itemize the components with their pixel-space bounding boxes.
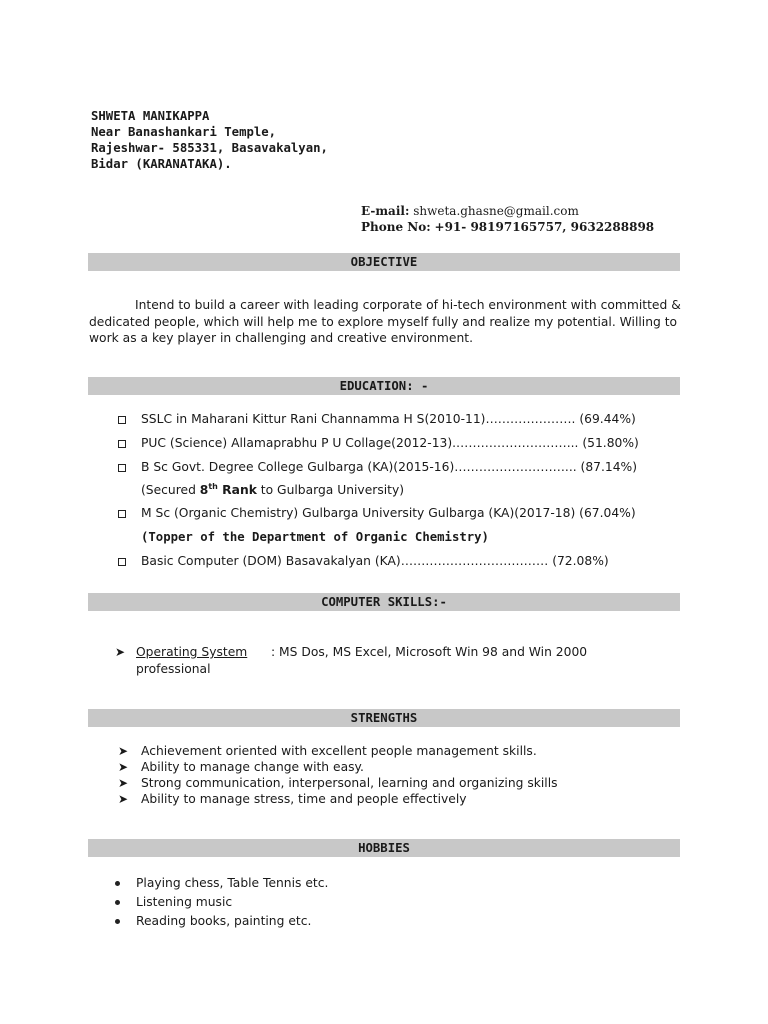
address-line-2: Rajeshwar- 585331, Basavakalyan, bbox=[91, 141, 328, 155]
phone-row bbox=[361, 219, 654, 235]
education-item: Basic Computer (DOM) Basavakalyan (KA)……………………………… (72.08%) bbox=[141, 554, 609, 568]
computer-skills-heading: COMPUTER SKILLS:- bbox=[88, 593, 680, 611]
arrow-bullet-icon: ➤ bbox=[118, 760, 129, 774]
candidate-name: SHWETA MANIKAPPA bbox=[91, 109, 210, 123]
arrow-bullet-icon: ➤ bbox=[118, 792, 129, 806]
contact-block bbox=[361, 203, 654, 235]
square-bullet-icon bbox=[118, 464, 126, 472]
strength-item: Achievement oriented with excellent people management skills. bbox=[141, 744, 537, 758]
round-bullet-icon bbox=[115, 919, 120, 924]
arrow-bullet-icon: ➤ bbox=[118, 776, 129, 790]
strengths-heading: STRENGTHS bbox=[88, 709, 680, 727]
strength-item: Strong communication, interpersonal, learning and organizing skills bbox=[141, 776, 558, 790]
education-item: B Sc Govt. Degree College Gulbarga (KA)(2015-16)………………………... (87.14%) bbox=[141, 460, 638, 474]
objective-paragraph bbox=[89, 297, 684, 347]
skill-label: Operating System bbox=[136, 645, 248, 659]
topper-note: (Topper of the Department of Organic Chemistry) bbox=[141, 530, 489, 544]
hobbies-heading: HOBBIES bbox=[88, 839, 680, 857]
hobby-item: Reading books, painting etc. bbox=[136, 914, 312, 928]
phone-label: Phone No: bbox=[361, 220, 431, 234]
square-bullet-icon bbox=[118, 440, 126, 448]
address-line-1: Near Banashankari Temple, bbox=[91, 125, 277, 139]
arrow-bullet-icon: ➤ bbox=[118, 744, 129, 758]
hobby-item: Playing chess, Table Tennis etc. bbox=[136, 876, 329, 890]
strength-item: Ability to manage change with easy. bbox=[141, 760, 364, 774]
hobby-item: Listening music bbox=[136, 895, 233, 909]
email-value[interactable]: shweta.ghasne@gmail.com bbox=[413, 204, 579, 218]
rank-note: (Secured 8th Rank to Gulbarga University) bbox=[141, 481, 405, 497]
address-line-3: Bidar (KARANATAKA). bbox=[91, 157, 232, 171]
objective-heading: OBJECTIVE bbox=[88, 253, 680, 271]
round-bullet-icon bbox=[115, 881, 120, 886]
address-block bbox=[91, 108, 328, 172]
email-label: E-mail: bbox=[361, 204, 410, 218]
square-bullet-icon bbox=[118, 510, 126, 518]
phone-value: +91- 98197165757, 9632288898 bbox=[434, 220, 655, 234]
round-bullet-icon bbox=[115, 900, 120, 905]
education-item: PUC (Science) Allamaprabhu P U Collage(2012-13).………………………... (51.80%) bbox=[141, 436, 639, 450]
strength-item: Ability to manage stress, time and people effectively bbox=[141, 792, 467, 806]
objective-text: Intend to build a career with leading corporate of hi-tech environment with committed & dedicated people, which will help me to explore myself fully and realize my potential. Willing to work as a key player in challenging and creative environment. bbox=[89, 298, 681, 345]
skill-continuation: professional bbox=[136, 662, 211, 676]
skill-value: : MS Dos, MS Excel, Microsoft Win 98 and Win 2000 bbox=[271, 645, 588, 659]
arrow-bullet-icon: ➤ bbox=[115, 645, 126, 659]
square-bullet-icon bbox=[118, 558, 126, 566]
email-row bbox=[361, 203, 654, 219]
education-item: M Sc (Organic Chemistry) Gulbarga University Gulbarga (KA)(2017-18) (67.04%) bbox=[141, 506, 636, 520]
education-item: SSLC in Maharani Kittur Rani Channamma H S(2010-11)…………………. (69.44%) bbox=[141, 412, 636, 426]
education-heading: EDUCATION: - bbox=[88, 377, 680, 395]
square-bullet-icon bbox=[118, 416, 126, 424]
